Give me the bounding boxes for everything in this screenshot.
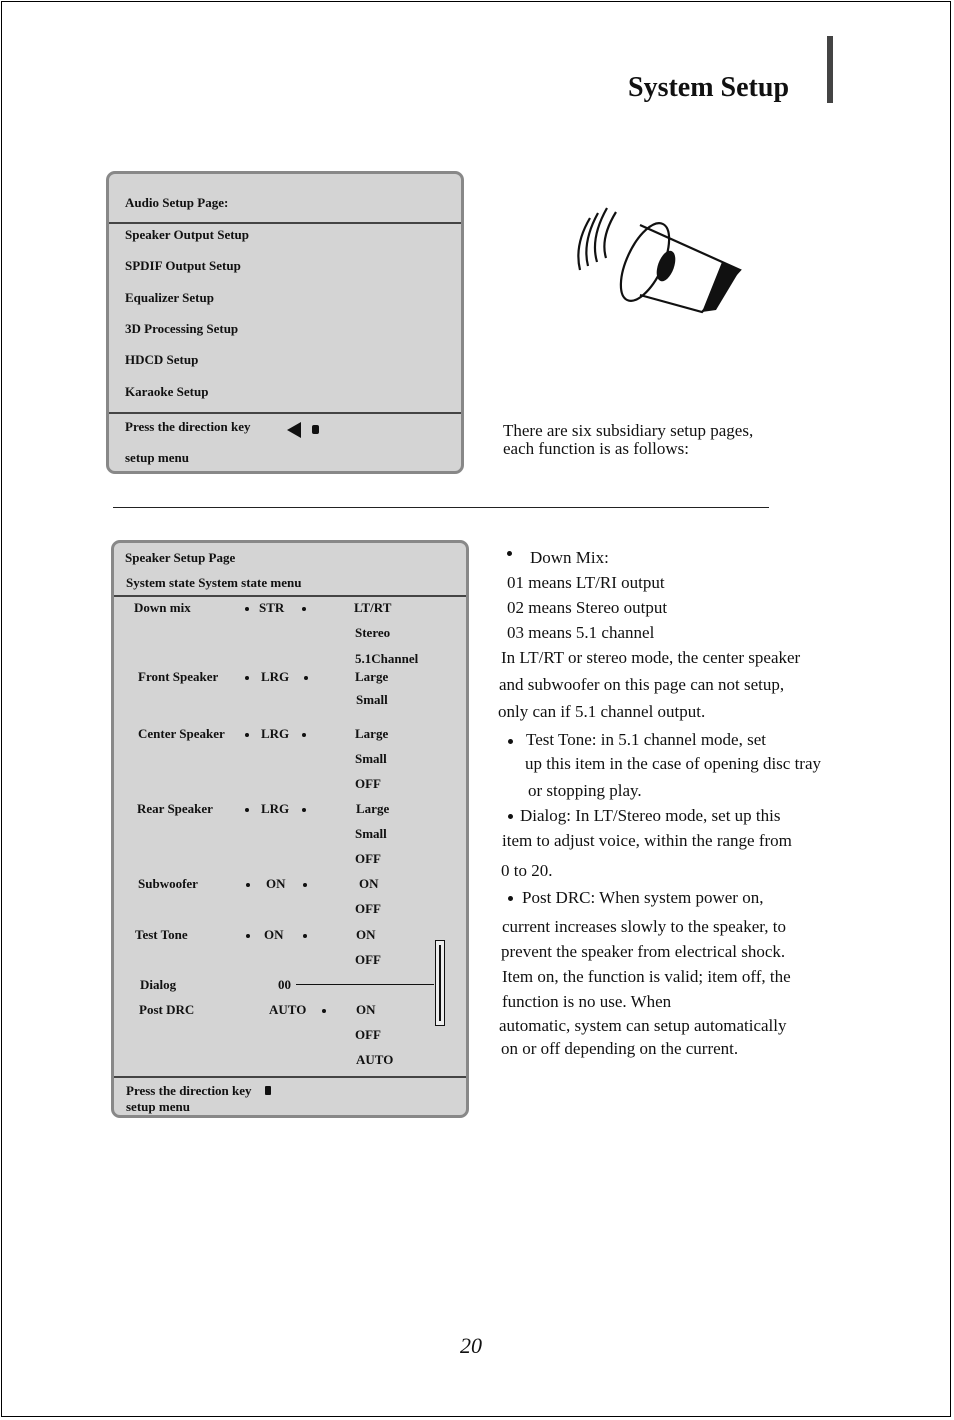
downmix-line2: 02 means Stereo output xyxy=(507,598,668,617)
option-5-1-channel[interactable]: 5.1Channel xyxy=(355,651,419,666)
option-test-tone-on[interactable]: ON xyxy=(356,927,376,942)
bullet xyxy=(245,733,249,737)
label-center-speaker: Center Speaker xyxy=(138,726,225,741)
bullet xyxy=(302,607,306,611)
bullet xyxy=(302,808,306,812)
dialog-line1: Dialog: In LT/Stereo mode, set up this xyxy=(520,806,781,825)
post-drc-line1: Post DRC: When system power on, xyxy=(522,888,764,907)
divider xyxy=(109,412,461,414)
speaker-menu-subtitle: System state System state menu xyxy=(126,575,302,590)
downmix-title: Down Mix: xyxy=(530,548,609,567)
state-subwoofer[interactable]: ON xyxy=(266,876,286,891)
post-drc-line6: automatic, system can setup automatically xyxy=(499,1016,787,1035)
menu-item-hdcd[interactable]: HDCD Setup xyxy=(125,352,199,367)
option-stereo[interactable]: Stereo xyxy=(355,625,391,640)
downmix-note3: only can if 5.1 channel output. xyxy=(498,702,706,721)
direction-arrow-icon xyxy=(285,421,325,439)
label-rear-speaker: Rear Speaker xyxy=(137,801,213,816)
divider xyxy=(114,595,466,597)
bullet xyxy=(322,1009,326,1013)
speaker-footer-line1: Press the direction key xyxy=(126,1083,252,1098)
dialog-level-slider[interactable] xyxy=(435,940,445,1026)
option-center-large[interactable]: Large xyxy=(355,726,389,741)
option-front-large[interactable]: Large xyxy=(355,669,389,684)
downmix-line3: 03 means 5.1 channel xyxy=(507,623,655,642)
state-center-speaker[interactable]: LRG xyxy=(261,726,290,741)
state-rear-speaker[interactable]: LRG xyxy=(261,801,290,816)
option-subwoofer-on[interactable]: ON xyxy=(359,876,379,891)
state-post-drc[interactable]: AUTO xyxy=(269,1002,307,1017)
state-dialog[interactable]: 00 xyxy=(278,977,291,992)
menu-item-3d-processing[interactable]: 3D Processing Setup xyxy=(125,321,239,336)
downmix-line1: 01 means LT/RI output xyxy=(507,573,665,592)
bullet xyxy=(508,814,513,819)
dialog-pointer-line xyxy=(296,984,434,985)
bullet xyxy=(245,808,249,812)
option-post-drc-off[interactable]: OFF xyxy=(355,1027,381,1042)
bullet xyxy=(303,883,307,887)
option-front-small[interactable]: Small xyxy=(356,692,388,707)
menu-item-karaoke[interactable]: Karaoke Setup xyxy=(125,384,209,399)
direction-key-icon xyxy=(265,1086,271,1095)
speaker-menu-title: Speaker Setup Page xyxy=(125,550,236,565)
bullet xyxy=(508,896,513,901)
test-tone-line1: Test Tone: in 5.1 channel mode, set xyxy=(526,730,766,749)
menu-item-spdif-output[interactable]: SPDIF Output Setup xyxy=(125,258,241,273)
bullet xyxy=(507,551,512,556)
speaker-icon xyxy=(570,200,750,315)
test-tone-line2: up this item in the case of opening disc tray xyxy=(525,754,822,773)
section-separator xyxy=(113,507,769,508)
bullet xyxy=(246,934,250,938)
bullet xyxy=(304,676,308,680)
option-post-drc-auto[interactable]: AUTO xyxy=(356,1052,394,1067)
bullet xyxy=(245,607,249,611)
dialog-line3: 0 to 20. xyxy=(501,861,553,880)
label-down-mix: Down mix xyxy=(134,600,191,615)
post-drc-line3: prevent the speaker from electrical shock. xyxy=(501,942,786,961)
page-title: System Setup xyxy=(628,72,790,103)
intro-line2: each function is as follows: xyxy=(503,439,690,458)
speaker-setup-panel xyxy=(111,540,469,1118)
intro-line1: There are six subsidiary setup pages, xyxy=(503,421,754,440)
audio-footer-line2: setup menu xyxy=(125,450,189,465)
state-front-speaker[interactable]: LRG xyxy=(261,669,290,684)
post-drc-line2: current increases slowly to the speaker, to xyxy=(502,917,786,936)
page-number: 20 xyxy=(460,1333,482,1358)
menu-item-equalizer[interactable]: Equalizer Setup xyxy=(125,290,214,305)
bullet xyxy=(302,733,306,737)
option-center-small[interactable]: Small xyxy=(355,751,387,766)
menu-item-speaker-output[interactable]: Speaker Output Setup xyxy=(125,227,250,242)
option-center-off[interactable]: OFF xyxy=(355,776,381,791)
downmix-note1: In LT/RT or stereo mode, the center speaker xyxy=(501,648,801,667)
post-drc-line4: Item on, the function is valid; item off, the xyxy=(502,967,791,986)
option-lt-rt[interactable]: LT/RT xyxy=(354,600,392,615)
option-rear-small[interactable]: Small xyxy=(355,826,387,841)
label-subwoofer: Subwoofer xyxy=(138,876,198,891)
option-subwoofer-off[interactable]: OFF xyxy=(355,901,381,916)
option-rear-off[interactable]: OFF xyxy=(355,851,381,866)
option-post-drc-on[interactable]: ON xyxy=(356,1002,376,1017)
option-rear-large[interactable]: Large xyxy=(356,801,390,816)
divider xyxy=(109,222,461,224)
title-bar xyxy=(827,36,833,103)
bullet xyxy=(508,739,513,744)
bullet xyxy=(303,934,307,938)
divider xyxy=(114,1076,466,1078)
audio-menu-title: Audio Setup Page: xyxy=(125,195,229,210)
audio-footer-line1: Press the direction key xyxy=(125,419,251,434)
bullet xyxy=(245,676,249,680)
audio-setup-panel xyxy=(106,171,464,474)
post-drc-line7: on or off depending on the current. xyxy=(501,1039,739,1058)
post-drc-line5: function is no use. When xyxy=(502,992,672,1011)
option-test-tone-off[interactable]: OFF xyxy=(355,952,381,967)
label-dialog: Dialog xyxy=(140,977,177,992)
dialog-line2: item to adjust voice, within the range from xyxy=(502,831,792,850)
label-post-drc: Post DRC xyxy=(139,1002,195,1017)
state-test-tone[interactable]: ON xyxy=(264,927,284,942)
label-test-tone: Test Tone xyxy=(135,927,188,942)
state-down-mix[interactable]: STR xyxy=(259,600,285,615)
speaker-footer-line2: setup menu xyxy=(126,1099,190,1114)
downmix-note2: and subwoofer on this page can not setup, xyxy=(499,675,785,694)
label-front-speaker: Front Speaker xyxy=(138,669,219,684)
bullet xyxy=(246,883,250,887)
test-tone-line3: or stopping play. xyxy=(528,781,642,800)
